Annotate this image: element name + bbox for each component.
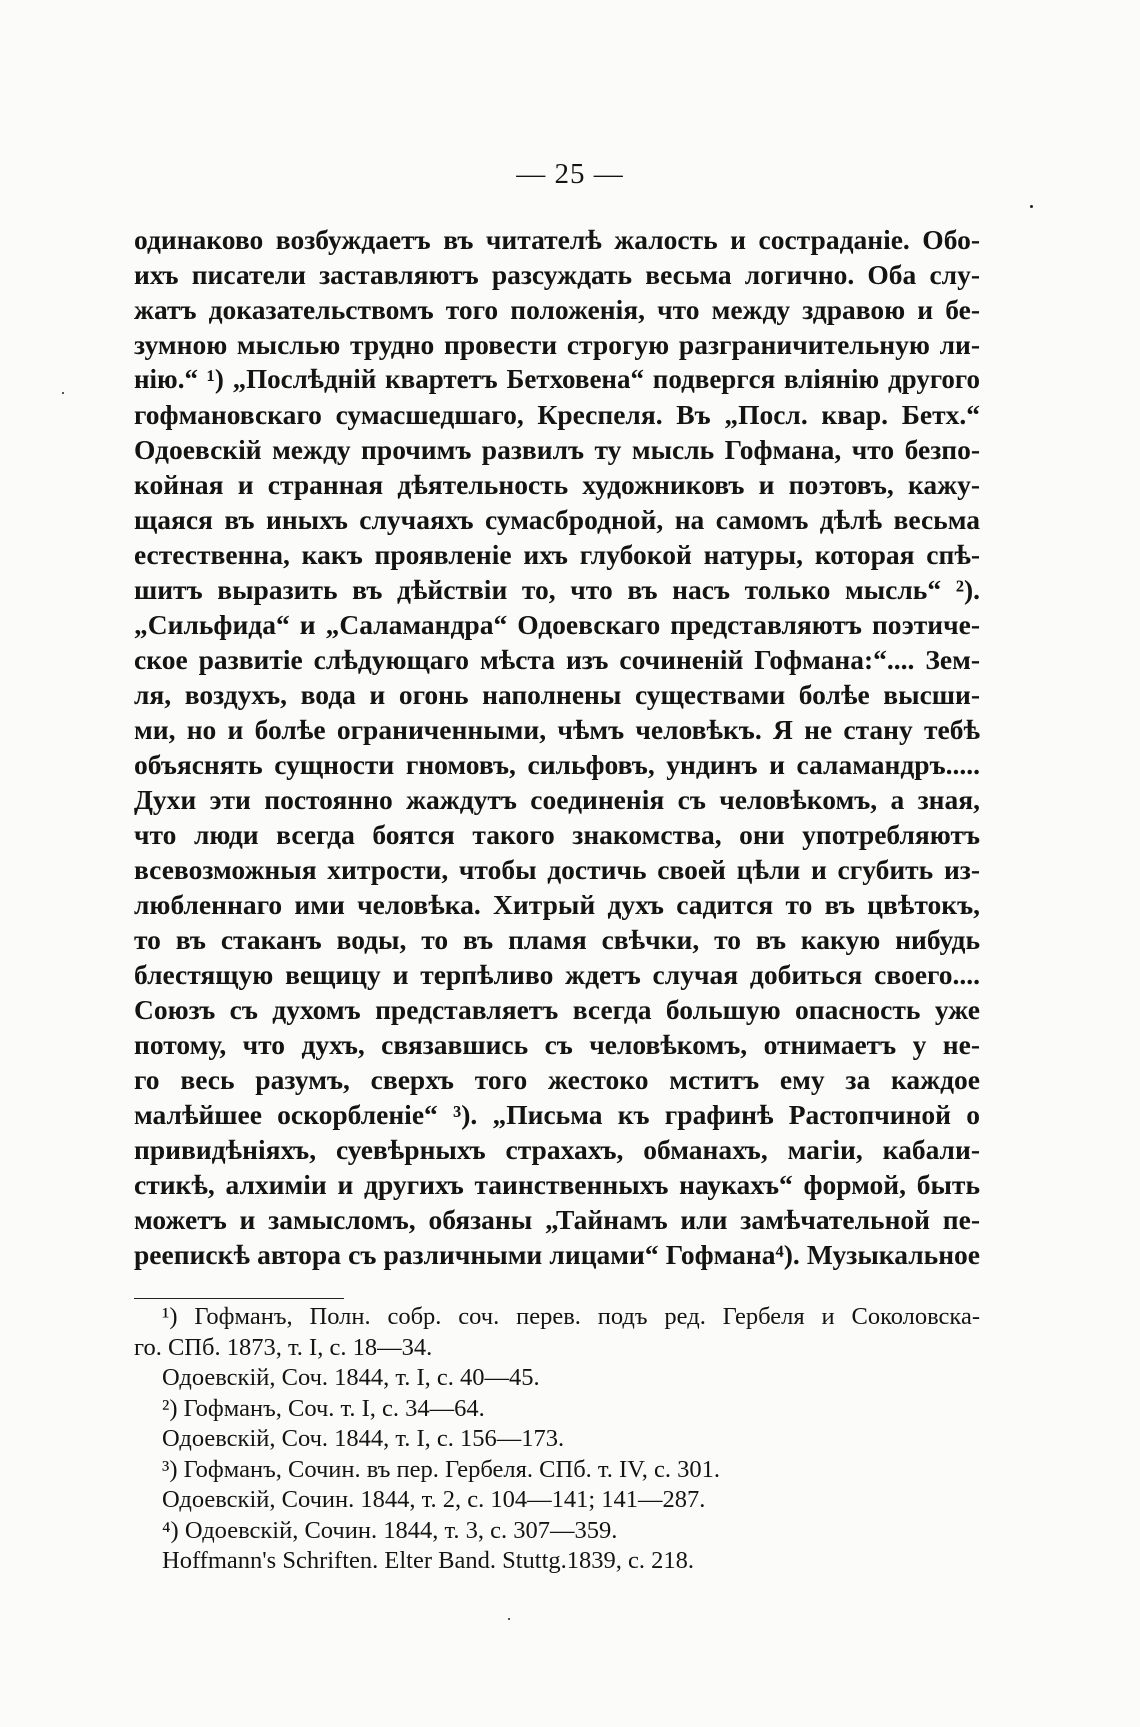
text-line: го весь разумъ, сверхъ того жестоко мститъ ему за каждое [134,1064,980,1095]
text-line: ихъ писатели заставляютъ разсуждать весьма логично. Оба слу- [134,259,980,290]
text-line: ское развитіе слѣдующаго мѣста изъ сочиненій Гофмана:“.... Зем- [134,644,980,675]
text-line: гофмановскаго сумасшедшаго, Креспеля. Въ „Посл. квар. Бетх.“ [134,399,980,430]
footnote-line: ²) Гофманъ, Соч. т. I, с. 34—64. [162,1394,485,1422]
body-text [134,222,980,1272]
text-line: малѣйшее оскорбленіе“ ³). „Письма къ графинѣ Растопчиной о [134,1099,980,1130]
footnote-line: Одоевскій, Соч. 1844, т. I, с. 156—173. [162,1425,565,1452]
text-line: шитъ выразить въ дѣйствіи то, что въ насъ только мысль“ ²). [134,574,980,605]
text-line: Одоевскій между прочимъ развилъ ту мысль Гофмана, что безпо- [134,434,980,465]
text-line: любленнаго ими человѣка. Хитрый духъ садится то въ цвѣтокъ, [134,889,980,920]
text-line: „Сильфида“ и „Саламандра“ Одоевскаго представляютъ поэтиче- [134,609,980,640]
footnote-rule [134,1298,344,1299]
text-line: привидѣніяхъ, суевѣрныхъ страхахъ, обманахъ, магіи, кабали- [134,1134,980,1165]
text-line: объяснять сущности гномовъ, сильфовъ, ундинъ и саламандръ..... [134,749,980,780]
text-line: Духи эти постоянно жаждутъ соединенія съ человѣкомъ, а зная, [134,784,980,815]
print-speck [1030,205,1033,208]
text-line: блестящую вещицу и терпѣливо ждетъ случая добиться своего.... [134,959,980,990]
footnote-line: ³) Гофманъ, Сочин. въ пер. Гербеля. СПб. т. IV, с. 301. [162,1455,720,1483]
text-line: Союзъ съ духомъ представляетъ всегда большую опасность уже [134,994,980,1025]
print-speck [508,1618,510,1620]
text-line: всевозможныя хитрости, чтобы достичь своей цѣли и сгубить из- [134,854,980,885]
print-speck [62,392,64,394]
footnote-line: ¹) Гофманъ, Полн. собр. соч. перев. подъ ред. Гербеля и Соколовска- [162,1303,980,1330]
text-line: естественна, какъ проявленіе ихъ глубокой натуры, которая спѣ- [134,539,980,570]
text-line: ля, воздухъ, вода и огонь наполнены существами болѣе высши- [134,679,980,710]
text-line: койная и странная дѣятельность художниковъ и поэтовъ, кажу- [134,469,980,500]
footnote-line: Одоевскій, Сочин. 1844, т. 2, с. 104—141; 141—287. [162,1486,706,1513]
page-number: — 25 — [516,158,624,190]
text-line: щаяся въ иныхъ случаяхъ сумасбродной, на самомъ дѣлѣ весьма [134,504,980,535]
text-line: реепискѣ автора съ различными лицами“ Гофмана⁴). Музыкальное [134,1239,980,1270]
text-line: стикѣ, алхиміи и другихъ таинственныхъ наукахъ“ формой, быть [134,1169,980,1200]
text-line: жатъ доказательствомъ того положенія, что между здравою и бе- [134,294,980,325]
text-line: то въ стаканъ воды, то въ пламя свѣчки, то въ какую нибудь [134,924,980,955]
text-line: можетъ и замысломъ, обязаны „Тайнамъ или замѣчательной пе- [134,1204,980,1235]
text-line: нію.“ ¹) „Послѣдній квартетъ Бетховена“ подвергся вліянію другого [134,364,980,394]
footnote-line: го. СПб. 1873, т. I, с. 18—34. [134,1333,433,1361]
footnote-line: ⁴) Одоевскій, Сочин. 1844, т. 3, с. 307—359. [162,1516,618,1544]
text-line: что люди всегда боятся такого знакомства, они употребляютъ [134,819,980,850]
text-line: зумною мыслью трудно провести строгую разграничительную ли- [134,329,980,360]
text-line: ми, но и болѣе ограниченными, чѣмъ человѣкъ. Я не стану тебѣ [134,714,980,745]
footnote-line: Одоевскій, Соч. 1844, т. I, с. 40—45. [162,1364,540,1391]
footnotes [134,1302,980,1577]
text-line: потому, что духъ, связавшись съ человѣкомъ, отнимаетъ у не- [134,1029,980,1060]
footnote-line: Hoffmann's Schriften. Elter Band. Stuttg.1839, с. 218. [162,1547,695,1574]
text-line: одинаково возбуждаетъ въ читателѣ жалость и состраданіе. Обо- [134,224,980,255]
